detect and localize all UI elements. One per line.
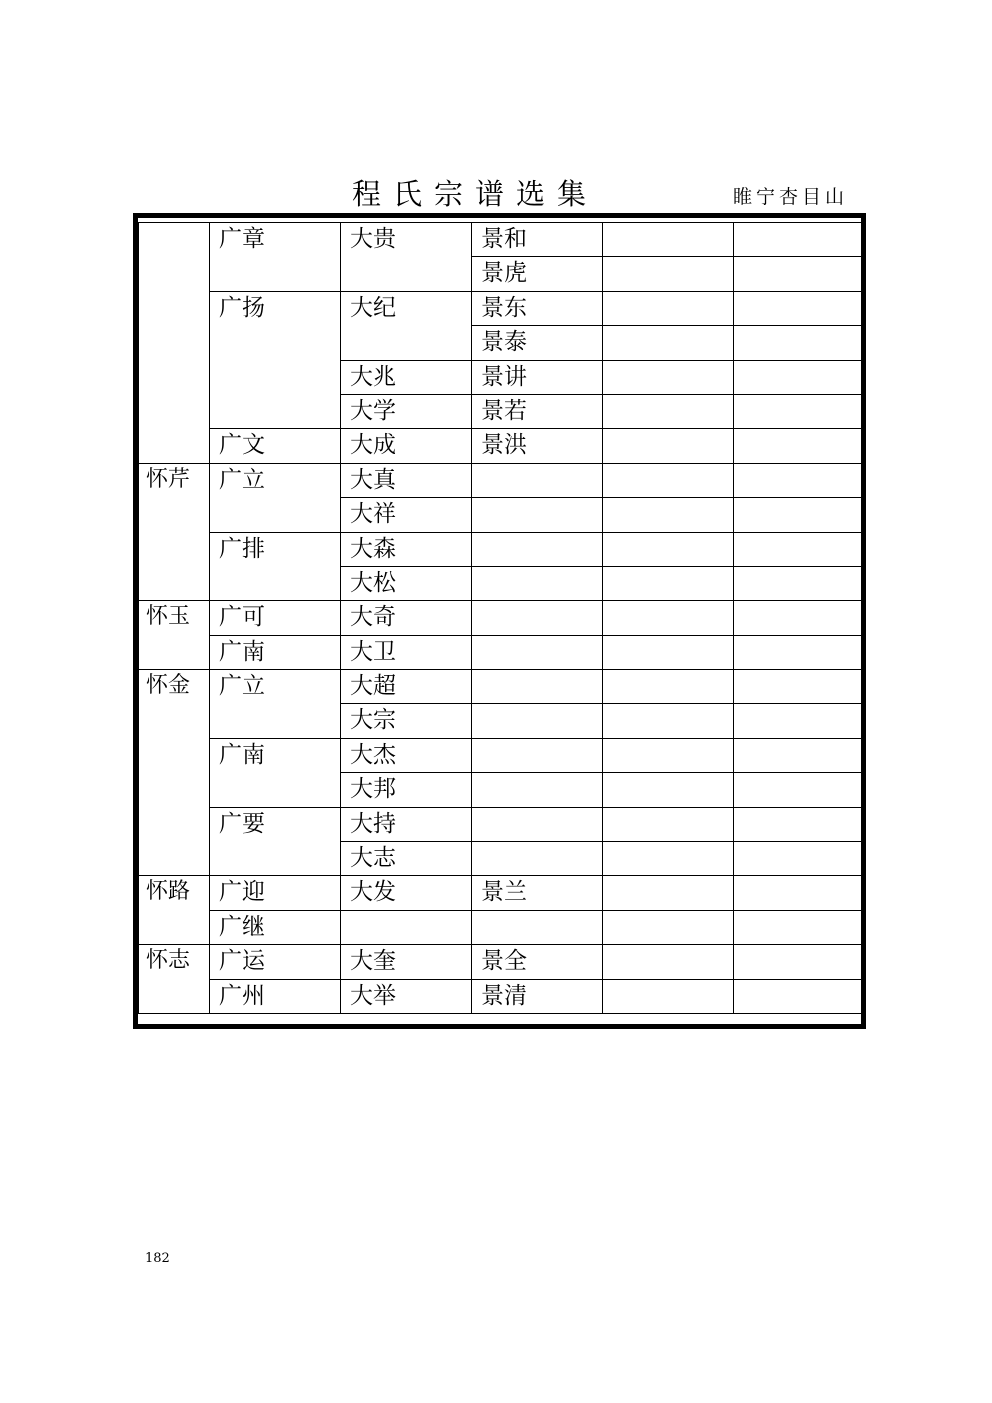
gen1-cell: 怀玉 (139, 601, 210, 670)
gen2-cell: 广南 (210, 635, 341, 669)
gen5-cell (603, 945, 734, 979)
gen3-cell: 大举 (341, 979, 472, 1013)
gen4-cell (472, 463, 603, 497)
gen6-cell (734, 601, 862, 635)
gen5-cell (603, 876, 734, 910)
gen5-cell (603, 704, 734, 738)
gen6-cell (734, 223, 862, 257)
gen5-cell (603, 635, 734, 669)
gen4-cell: 景讲 (472, 360, 603, 394)
gen1-cell: 怀芹 (139, 463, 210, 601)
gen4-cell (472, 498, 603, 532)
gen4-cell (472, 704, 603, 738)
gen4-cell (472, 738, 603, 772)
gen3-cell: 大森 (341, 532, 472, 566)
gen3-cell: 大邦 (341, 773, 472, 807)
table-row (139, 876, 862, 910)
table-row (139, 738, 862, 772)
gen3-cell: 大志 (341, 842, 472, 876)
page-number: 182 (145, 1251, 170, 1266)
gen5-cell (603, 738, 734, 772)
gen6-cell (734, 670, 862, 704)
gen3-cell: 大松 (341, 566, 472, 600)
gen6-cell (734, 842, 862, 876)
gen5-cell (603, 842, 734, 876)
table-row (139, 979, 862, 1013)
gen3-cell: 大宗 (341, 704, 472, 738)
gen5-cell (603, 257, 734, 291)
gen3-cell: 大学 (341, 394, 472, 428)
gen3-cell: 大兆 (341, 360, 472, 394)
gen5-cell (603, 670, 734, 704)
gen3-cell: 大真 (341, 463, 472, 497)
gen3-cell: 大超 (341, 670, 472, 704)
gen6-cell (734, 532, 862, 566)
gen4-cell: 景全 (472, 945, 603, 979)
gen6-cell (734, 945, 862, 979)
gen5-cell (603, 394, 734, 428)
table-row (139, 807, 862, 841)
gen6-cell (734, 773, 862, 807)
gen5-cell (603, 979, 734, 1013)
gen4-cell (472, 601, 603, 635)
gen6-cell (734, 566, 862, 600)
gen5-cell (603, 910, 734, 944)
gen2-cell: 广运 (210, 945, 341, 979)
gen4-cell (472, 532, 603, 566)
gen5-cell (603, 532, 734, 566)
gen6-cell (734, 360, 862, 394)
gen3-cell: 大奇 (341, 601, 472, 635)
gen6-cell (734, 910, 862, 944)
table-row (139, 910, 862, 944)
gen4-cell: 景清 (472, 979, 603, 1013)
table-row (139, 291, 862, 325)
table-row (139, 635, 862, 669)
genealogy-table-frame (133, 213, 866, 1029)
gen3-cell: 大卫 (341, 635, 472, 669)
gen2-cell: 广立 (210, 463, 341, 532)
gen6-cell (734, 463, 862, 497)
gen4-cell (472, 635, 603, 669)
table-row (139, 463, 862, 497)
gen2-cell: 广南 (210, 738, 341, 807)
gen5-cell (603, 566, 734, 600)
gen5-cell (603, 223, 734, 257)
table-row (139, 601, 862, 635)
gen2-cell: 广州 (210, 979, 341, 1013)
gen4-cell (472, 566, 603, 600)
document-title: 程氏宗谱选集 (351, 177, 598, 211)
gen4-cell: 景东 (472, 291, 603, 325)
gen1-cell: 怀路 (139, 876, 210, 945)
gen2-cell: 广立 (210, 670, 341, 739)
table-row (139, 945, 862, 979)
gen5-cell (603, 463, 734, 497)
gen5-cell (603, 291, 734, 325)
gen4-cell: 景虎 (472, 257, 603, 291)
gen6-cell (734, 498, 862, 532)
gen5-cell (603, 773, 734, 807)
gen4-cell: 景洪 (472, 429, 603, 463)
gen6-cell (734, 738, 862, 772)
gen3-cell: 大贵 (341, 223, 472, 292)
gen6-cell (734, 326, 862, 360)
gen6-cell (734, 807, 862, 841)
gen3-cell: 大持 (341, 807, 472, 841)
gen6-cell (734, 635, 862, 669)
gen4-cell (472, 670, 603, 704)
gen3-cell: 大杰 (341, 738, 472, 772)
gen4-cell (472, 910, 603, 944)
gen4-cell: 景泰 (472, 326, 603, 360)
gen6-cell (734, 394, 862, 428)
gen5-cell (603, 360, 734, 394)
gen2-cell: 广扬 (210, 291, 341, 429)
genealogy-table (138, 222, 862, 1014)
gen4-cell: 景若 (472, 394, 603, 428)
gen1-cell (139, 223, 210, 464)
gen2-cell: 广可 (210, 601, 341, 635)
gen6-cell (734, 291, 862, 325)
document-location: 睢宁杏目山 (733, 186, 849, 208)
gen3-cell: 大发 (341, 876, 472, 910)
table-row (139, 223, 862, 257)
gen4-cell: 景兰 (472, 876, 603, 910)
gen6-cell (734, 979, 862, 1013)
gen3-cell: 大成 (341, 429, 472, 463)
gen6-cell (734, 257, 862, 291)
gen1-cell: 怀金 (139, 670, 210, 876)
gen2-cell: 广继 (210, 910, 341, 944)
table-row (139, 429, 862, 463)
gen3-cell: 大祥 (341, 498, 472, 532)
table-row (139, 532, 862, 566)
gen5-cell (603, 498, 734, 532)
gen3-cell (341, 910, 472, 944)
gen2-cell: 广迎 (210, 876, 341, 910)
gen3-cell: 大纪 (341, 291, 472, 360)
gen4-cell (472, 842, 603, 876)
gen5-cell (603, 601, 734, 635)
gen2-cell: 广排 (210, 532, 341, 601)
gen3-cell: 大奎 (341, 945, 472, 979)
gen4-cell (472, 807, 603, 841)
table-row (139, 670, 862, 704)
gen5-cell (603, 326, 734, 360)
gen2-cell: 广要 (210, 807, 341, 876)
gen6-cell (734, 704, 862, 738)
gen2-cell: 广文 (210, 429, 341, 463)
gen6-cell (734, 876, 862, 910)
gen5-cell (603, 807, 734, 841)
gen5-cell (603, 429, 734, 463)
gen4-cell: 景和 (472, 223, 603, 257)
gen1-cell: 怀志 (139, 945, 210, 1014)
gen2-cell: 广章 (210, 223, 341, 292)
gen6-cell (734, 429, 862, 463)
gen4-cell (472, 773, 603, 807)
